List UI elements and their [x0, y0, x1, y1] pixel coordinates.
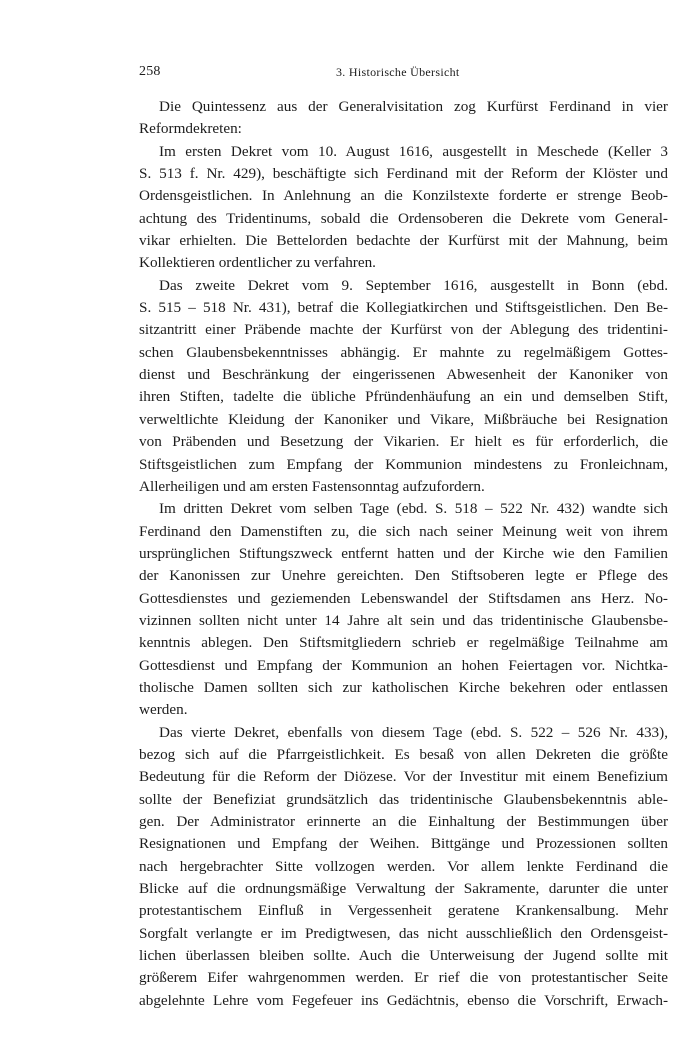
text-line: Allerheiligen und am ersten Fastensonntag aufzufordern.	[139, 477, 485, 495]
text-line: sollte der Benefiziat grundsätzlich das tridentinische Glaubensbekenntnis able-	[139, 790, 668, 808]
text-line: lichen überlassen bleiben sollte. Auch die Unterweisung der Jugend sollte mit	[139, 947, 668, 965]
text-line: ursprünglichen Stiftungszweck entfernt hatten und der Kirche wie den Familien	[139, 544, 668, 562]
text-line: vikar erhielten. Die Bettelorden bedachte der Kurfürst mit der Mahnung, beim	[139, 232, 668, 250]
text-line: Reformdekreten:	[139, 120, 242, 138]
text-line: werden.	[139, 701, 188, 719]
text-line: bezog sich auf die Pfarrgeistlichkeit. Es besaß von allen Dekreten die größte	[139, 745, 668, 763]
text-line: Kollektieren ordentlicher zu verfahren.	[139, 254, 376, 272]
text-line: S. 513 f. Nr. 429), beschäftigte sich Ferdinand mit der Reform der Klöster und	[139, 165, 668, 183]
text-line: größerem Eifer wahrgenommen werden. Er rief die von protestantischer Seite	[139, 969, 668, 987]
text-line: Stiftsgeistlichen zum Empfang der Kommunion mindestens zu Fronleichnam,	[139, 455, 668, 473]
text-line: Ordensgeistlichen. In Anlehnung an die Konzilstexte forderte er strenge Beob-	[139, 187, 668, 205]
text-line: Das zweite Dekret vom 9. September 1616, ausgestellt in Bonn (ebd.	[159, 276, 668, 294]
body-text	[139, 96, 668, 1012]
text-line: tholische Damen sollten sich zur katholischen Kirche bekehren oder entlassen	[139, 678, 668, 696]
text-line: Im ersten Dekret vom 10. August 1616, ausgestellt in Meschede (Keller 3	[159, 142, 668, 160]
text-line: dienst und Beschränkung der eingerissenen Abwesenheit der Kanoniker von	[139, 366, 668, 384]
text-line: Sorgfalt verlangte er im Predigtwesen, das nicht ausschließlich den Ordensgeist-	[139, 924, 668, 942]
text-line: Das vierte Dekret, ebenfalls von diesem Tage (ebd. S. 522 – 526 Nr. 433),	[159, 723, 668, 741]
text-line: verweltlichte Kleidung der Kanoniker und Vikare, Mißbräuche bei Resignation	[139, 410, 668, 428]
text-line: vizinnen sollten nicht unter 14 Jahre alt sein und das tridentinische Glaubensbe-	[139, 611, 668, 629]
running-header	[139, 64, 668, 84]
text-line: Bedeutung für die Reform der Diözese. Vor der Investitur mit einem Benefizium	[139, 768, 668, 786]
text-line: Ferdinand den Damenstiften zu, die sich nach seiner Meinung weit von ihrem	[139, 522, 668, 540]
text-line: der Kanonissen zur Unehre gereichten. Den Stiftsoberen legte er Pflege des	[139, 567, 668, 585]
text-line: Blicke auf die ordnungsmäßige Verwaltung der Sakramente, darunter die unter	[139, 880, 668, 898]
text-line: Resignationen und Empfang der Weihen. Bittgänge und Prozessionen sollten	[139, 835, 668, 853]
text-line: achtung des Tridentinums, sobald die Ordensoberen die Dekrete vom General-	[139, 209, 668, 227]
text-line: Die Quintessenz aus der Generalvisitation zog Kurfürst Ferdinand in vier	[159, 98, 668, 115]
text-line: schen Glaubensbekenntnisses abhängig. Er mahnte zu regelmäßigem Gottes-	[139, 343, 668, 361]
text-line: nach hergebrachter Sitte vollzogen werden. Vor allem lenkte Ferdinand die	[139, 857, 668, 875]
text-line: Im dritten Dekret vom selben Tage (ebd. S. 518 – 522 Nr. 432) wandte sich	[159, 500, 668, 518]
text-line: sitzantritt einer Präbende machte der Kurfürst von der Ablegung des tridentini-	[139, 321, 668, 339]
text-line: kenntnis ablegen. Den Stiftsmitgliedern schrieb er regelmäßige Teilnahme am	[139, 634, 668, 652]
text-line: S. 515 – 518 Nr. 431), betraf die Kollegiatkirchen und Stiftsgeistlichen. Den Be-	[139, 299, 668, 317]
text-line: ihren Stiften, tadelte die übliche Pfründenhäufung an ein und demselben Stift,	[139, 388, 668, 406]
running-title: 3. Historische Übersicht	[336, 65, 460, 79]
text-line: abgelehnte Lehre vom Fegefeuer ins Gedächtnis, ebenso die Vorschrift, Erwach-	[139, 991, 668, 1009]
text-line: Gottesdienstes und geziemenden Lebenswandel der Stiftsdamen ans Herz. No-	[139, 589, 668, 607]
text-line: Gottesdienst und Empfang der Kommunion an hohen Feiertagen vor. Nichtka-	[139, 656, 668, 674]
text-line: von Präbenden und Besetzung der Vikarien. Er hielt es für erforderlich, die	[139, 433, 668, 451]
page-number: 258	[139, 64, 161, 79]
text-line: gen. Der Administrator erinnerte an die Einhaltung der Bestimmungen über	[139, 813, 668, 830]
text-line: protestantischem Einfluß in Vergessenheit geratene Krankensalbung. Mehr	[139, 902, 668, 920]
